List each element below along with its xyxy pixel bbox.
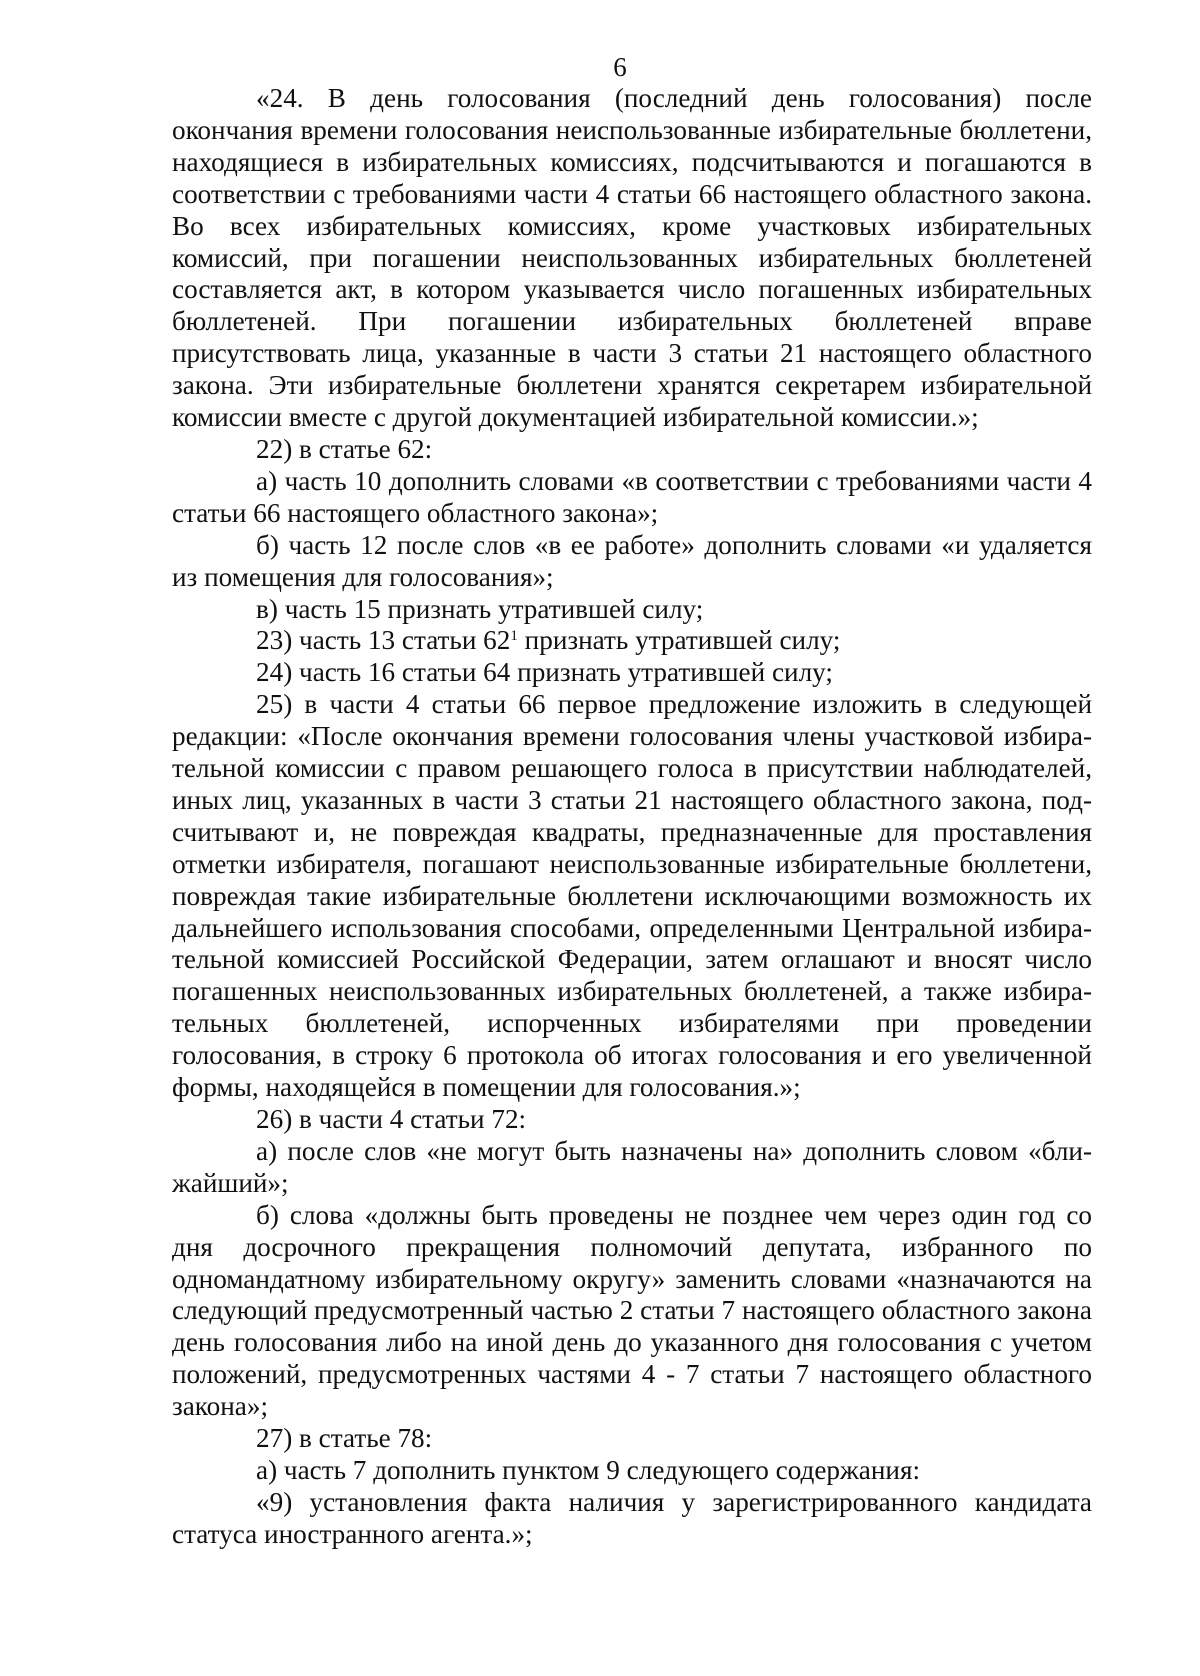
paragraph-23-text: 23) часть 13 статьи 62: [256, 625, 511, 656]
paragraph-26-a: а) после слов «не могут быть назначены на» дополнить словом «ближайший»;: [172, 1135, 1092, 1198]
paragraph-25: 25) в части 4 статьи 66 первое предложение изложить в следующей редакции: «После окончания времени голосования члены участковой избирательной комиссии с правом решающего голоса в присутствии наблюдателей, иных лиц, указанных в части 3 статьи 21 настоящего областного закона, подсчитывают и, не повреждая квадраты, предназначенные для проставления отметки избирателя, погашают неиспользованные избирательные бюллетени, повреждая такие избирательные бюллетени исключающими возможность их дальнейшего использования способами, определенными Центральной избирательной комиссией Российской Федерации, затем оглашают и вносят число погашенных неиспользованных избирательных бюллетеней, а также избирательных бюллетеней, испорченных избирателями при проведении голосования, в строку 6 протокола об итогах голосования и его увеличенной формы, находящейся в помещении для голосования.»;: [172, 689, 1092, 1103]
paragraph-22-b: б) часть 12 после слов «в ее работе» дополнить словами «и удаляется из помещения для голосования»;: [172, 529, 1092, 592]
document-body: [172, 83, 1092, 1551]
paragraph-23: [172, 625, 1092, 657]
paragraph-27-a-9: «9) установления факта наличия у зарегистрированного кандидата статуса иностранного агента.»;: [172, 1486, 1092, 1549]
paragraph-26-b: б) слова «должны быть проведены не позднее чем через один год со дня досрочного прекращения полномочий депутата, избранного по одномандатному избирательному округу» заменить словами «назначаются на следующий предусмотренный частью 2 статьи 7 настоящего областного закона день голосования либо на иной день до указанного дня голосования с учетом положений, предусмотренных частями 4 - 7 статьи 7 настоящего областного закона»;: [172, 1199, 1092, 1422]
page-number: 6: [613, 52, 627, 82]
paragraph-27-a: а) часть 7 дополнить пунктом 9 следующего содержания:: [256, 1454, 921, 1485]
paragraph-26: 26) в части 4 статьи 72:: [256, 1104, 527, 1134]
paragraph-22-a: а) часть 10 дополнить словами «в соответствии с требованиями части 4 статьи 66 настоящего областного закона»;: [172, 465, 1092, 528]
paragraph-24-quote: «24. В день голосования (последний день голосования) после окончания времени голосования неиспользованные избирательные бюллетени, находящиеся в избирательных комиссиях, подсчитываются и погашаются в соответствии с требованиями части 4 статьи 66 настоящего областного закона. Во всех избирательных комиссиях, кроме участковых избирательных комиссий, при погашении неиспользованных избирательных бюллетеней составляется акт, в котором указывается число погашенных избирательных бюллетеней. При погашении избирательных бюллетеней вправе присутствовать лица, указанные в части 3 статьи 21 настоящего областного закона. Эти избирательные бюллетени хранятся секретарем избирательной комиссии вместе с другой документацией избирательной комиссии.»;: [172, 83, 1092, 433]
superscript-one: 1: [510, 628, 518, 645]
paragraph-27: 27) в статье 78:: [256, 1423, 433, 1454]
paragraph-22-v: в) часть 15 признать утратившей силу;: [256, 593, 704, 624]
paragraph-22: 22) в статье 62:: [256, 433, 433, 464]
paragraph-23-text-end: признать утратившей силу;: [517, 625, 841, 656]
paragraph-24: 24) часть 16 статьи 64 признать утратившей силу;: [256, 657, 833, 688]
